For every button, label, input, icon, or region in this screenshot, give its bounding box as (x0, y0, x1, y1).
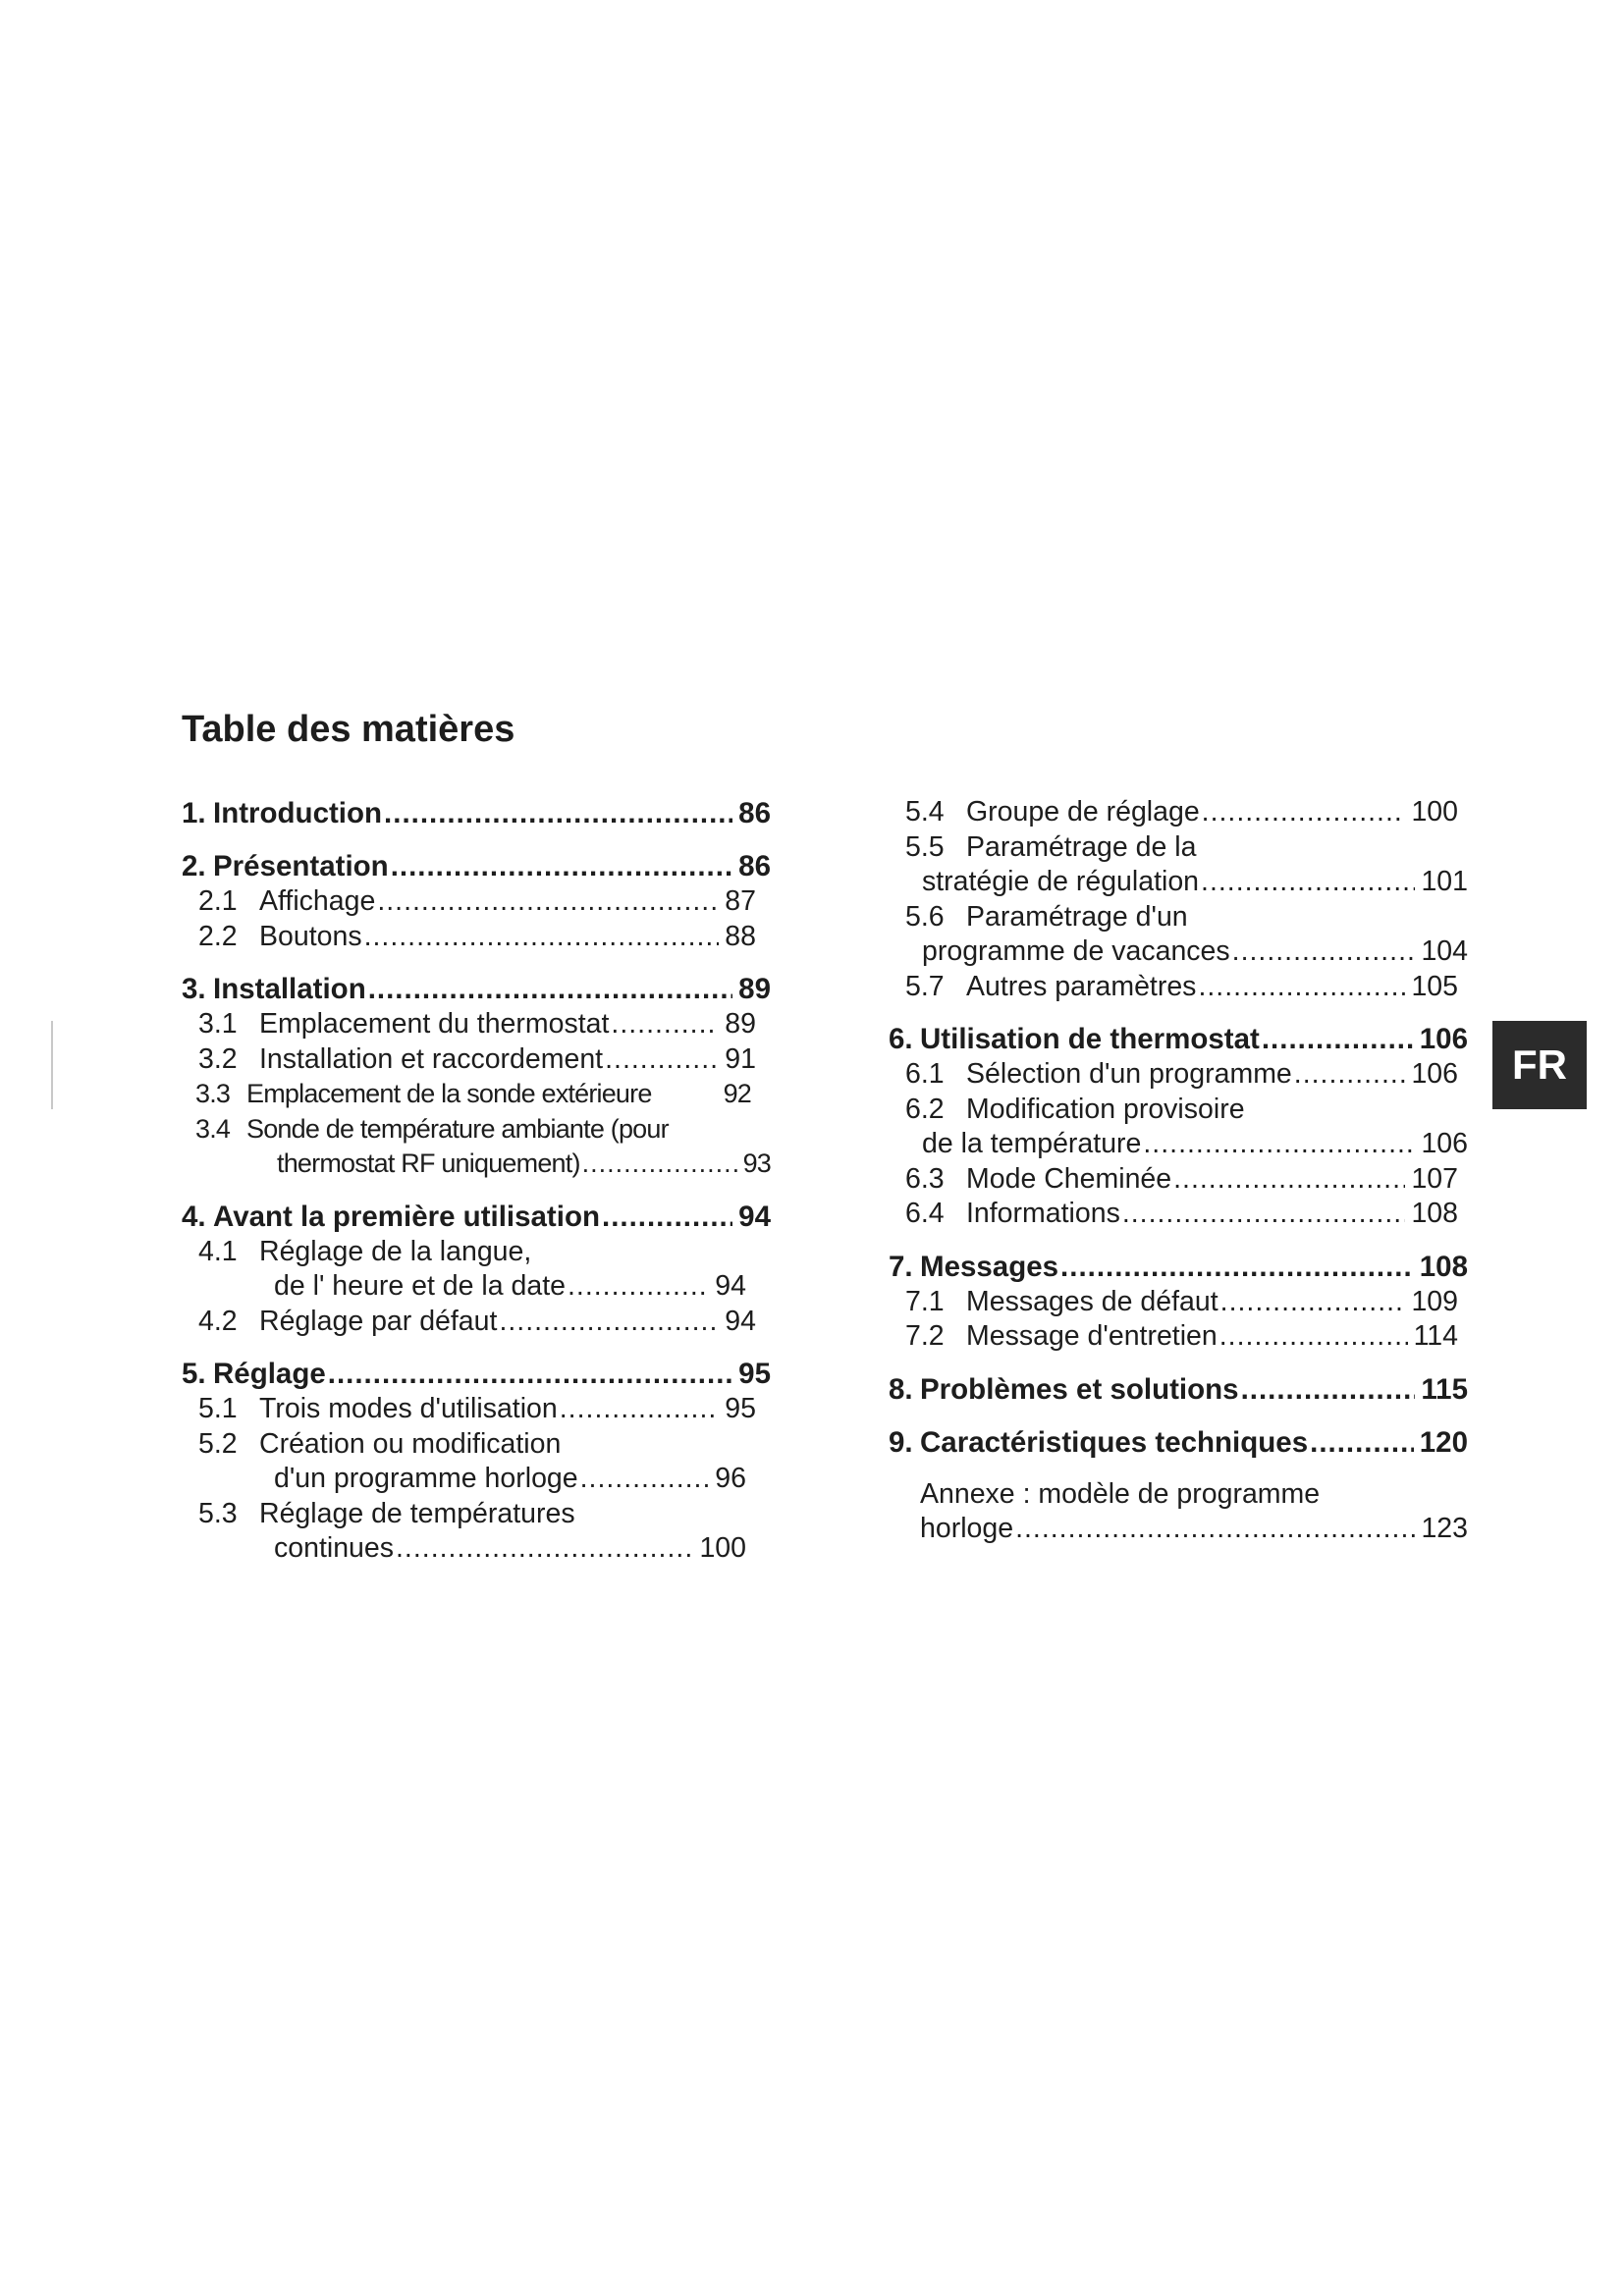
toc-entry-title: Mode Cheminée (966, 1162, 1172, 1195)
toc-entry-number: 5.1 (198, 1393, 238, 1424)
toc-section (182, 848, 790, 954)
toc-entry-9-caracteristiques-techniq[interactable] (889, 1424, 1468, 1461)
toc-page-number: 101 (1421, 866, 1468, 897)
toc-entry-cont-strategie-de-regulation[interactable] (889, 865, 1468, 900)
toc-section (889, 1477, 1478, 1547)
toc-entry-number: 3. (182, 973, 206, 1005)
toc-entry-title: Réglage (213, 1358, 326, 1390)
page-title: Table des matières (182, 709, 515, 750)
toc-page-number: 106 (1421, 1128, 1468, 1159)
toc-entry-number: 9. (889, 1425, 913, 1459)
toc-leader-dots (368, 971, 732, 1007)
toc-entry-number: 4.1 (198, 1235, 238, 1267)
toc-entry-4-2-reglage-par-defaut[interactable] (182, 1305, 756, 1340)
toc-entry-3-1-emplacement-du-thermosta[interactable] (182, 1007, 756, 1042)
toc-entry-5-reglage[interactable] (182, 1356, 771, 1392)
toc-entry-number: 7.1 (905, 1285, 945, 1317)
toc-entry-6-3-mode-cheminee[interactable] (889, 1162, 1458, 1198)
toc-leader-dots (1232, 934, 1416, 970)
toc-entry-number: 5.6 (905, 900, 945, 933)
toc-entry-6-4-informations[interactable] (889, 1197, 1458, 1232)
toc-entry-title: Annexe : modèle de programme (920, 1477, 1321, 1510)
toc-leader-dots (1122, 1197, 1406, 1232)
toc-entry-title: Utilisation de thermostat (920, 1023, 1260, 1055)
toc-page-number: 108 (1419, 1250, 1468, 1283)
toc-leader-dots (328, 1356, 732, 1392)
toc-entry-number: 4.2 (198, 1305, 238, 1337)
toc-page-number: 89 (725, 1008, 756, 1040)
toc-section (889, 1424, 1478, 1461)
toc-entry-7-messages[interactable] (889, 1249, 1468, 1285)
toc-entry-number: 3.1 (198, 1008, 238, 1040)
toc-entry-title: Paramétrage de la (966, 830, 1197, 863)
toc-page-number: 96 (715, 1463, 746, 1494)
toc-leader-dots (611, 1007, 719, 1042)
toc-entry-title: thermostat RF uniquement) (277, 1148, 580, 1178)
language-tab-label: FR (1512, 1041, 1567, 1088)
toc-leader-dots (377, 884, 719, 920)
toc-entry-title: Messages de défaut (966, 1285, 1218, 1317)
toc-page-number: 91 (725, 1042, 756, 1075)
toc-entry-title: de la température (922, 1128, 1142, 1159)
toc-page-number: 114 (1413, 1320, 1458, 1352)
toc-page-number: 95 (738, 1358, 771, 1390)
toc-entry-4-1-reglage-de-la-langue[interactable] (182, 1235, 756, 1270)
toc-entry-8-problemes-et-solutions[interactable] (889, 1371, 1468, 1408)
toc-leader-dots (1201, 865, 1415, 900)
toc-page-number: 88 (725, 920, 756, 952)
toc-leader-dots (602, 1199, 732, 1235)
toc-entry-number: 5.4 (905, 796, 945, 828)
toc-page-number: 120 (1419, 1425, 1468, 1459)
toc-entry-1-introduction[interactable] (182, 795, 771, 831)
toc-entry-5-5-parametrage-de-la[interactable] (889, 830, 1458, 866)
toc-entry-number: 6.4 (905, 1198, 945, 1229)
toc-page-number: 104 (1421, 935, 1468, 967)
toc-entry-title: Paramétrage d'un (966, 900, 1188, 933)
toc-entry-number: 7.2 (905, 1320, 945, 1352)
toc-entry-title: Message d'entretien (966, 1320, 1218, 1352)
toc-entry-number: 2.1 (198, 885, 238, 917)
toc-leader-dots (1198, 970, 1405, 1005)
toc-entry-title: Installation et raccordement (259, 1042, 604, 1075)
toc-leader-dots (1294, 1057, 1406, 1093)
toc-page-number: 108 (1411, 1198, 1458, 1229)
toc-entry-cont-annexe-modele-de-program[interactable] (889, 1477, 1468, 1513)
toc-entry-3-3-emplacement-de-la-sonde-[interactable] (182, 1077, 751, 1112)
toc-entry-title: stratégie de régulation (922, 866, 1200, 897)
toc-entry-title: Réglage de températures (259, 1497, 575, 1529)
toc-section (889, 1249, 1478, 1355)
toc-leader-dots (1241, 1371, 1416, 1408)
toc-page-number: 106 (1419, 1023, 1468, 1055)
toc-entry-title: continues (274, 1532, 395, 1564)
toc-entry-number: 6.3 (905, 1162, 945, 1195)
toc-entry-title: programme de vacances (922, 935, 1230, 967)
toc-section (889, 1371, 1478, 1408)
toc-entry-5-6-parametrage-d-un[interactable] (889, 900, 1458, 935)
toc-entry-title: Groupe de réglage (966, 796, 1200, 828)
toc-entry-title: Problèmes et solutions (920, 1372, 1239, 1406)
toc-entry-number: 3.3 (195, 1079, 231, 1108)
toc-entry-number: 6. (889, 1023, 913, 1055)
toc-entry-5-4-groupe-de-reglage[interactable] (889, 795, 1458, 830)
toc-entry-2-2-boutons[interactable] (182, 920, 756, 955)
toc-leader-dots (1202, 795, 1406, 830)
toc-entry-7-2-message-d-entretien[interactable] (889, 1319, 1458, 1355)
toc-page-number: 94 (715, 1270, 746, 1302)
toc-entry-3-4-sonde-de-temperature-amb[interactable] (182, 1112, 751, 1148)
toc-entry-title: Autres paramètres (966, 970, 1197, 1002)
toc-entry-number: 5. (182, 1358, 206, 1390)
toc-leader-dots (560, 1392, 720, 1427)
toc-entry-title: Caractéristiques techniques (920, 1425, 1309, 1459)
toc-left-column (182, 795, 790, 1583)
toc-page-number: 86 (738, 797, 771, 829)
toc-leader-dots (1220, 1285, 1406, 1320)
toc-page-number: 123 (1421, 1513, 1468, 1544)
toc-entry-3-2-installation-et-raccorde[interactable] (182, 1042, 756, 1078)
toc-page-number: 89 (738, 973, 771, 1005)
toc-entry-number: 6.1 (905, 1058, 945, 1090)
toc-entry-number: 2. (182, 850, 206, 882)
toc-entry-number: 2.2 (198, 920, 238, 952)
toc-entry-number: 7. (889, 1250, 913, 1283)
toc-leader-dots (1060, 1249, 1414, 1285)
toc-page-number: 95 (725, 1393, 756, 1424)
toc-section (889, 795, 1478, 1004)
toc-leader-dots (1310, 1424, 1414, 1461)
toc-entry-5-2-creation-ou-modification[interactable] (182, 1427, 756, 1463)
toc-leader-dots (1262, 1021, 1414, 1057)
toc-entry-cont-continues[interactable] (182, 1531, 746, 1567)
toc-entry-cont-horloge[interactable] (889, 1512, 1468, 1547)
toc-entry-title: Boutons (259, 920, 362, 952)
toc-leader-dots (1143, 1127, 1415, 1162)
toc-entry-title: Sélection d'un programme (966, 1058, 1292, 1090)
toc-entry-number: 1. (182, 797, 206, 829)
toc-section (182, 971, 790, 1182)
toc-entry-cont-programme-de-vacances[interactable] (889, 934, 1468, 970)
toc-entry-title: Modification provisoire (966, 1093, 1245, 1125)
toc-right-column (889, 795, 1478, 1564)
toc-entry-title: de l' heure et de la date (274, 1270, 566, 1302)
toc-page-number: 100 (699, 1532, 746, 1564)
toc-entry-title: Informations (966, 1198, 1120, 1229)
toc-leader-dots (1015, 1512, 1415, 1547)
toc-entry-5-3-reglage-de-temperatures[interactable] (182, 1497, 756, 1532)
toc-leader-dots (605, 1042, 719, 1078)
toc-entry-title: Avant la première utilisation (213, 1200, 600, 1233)
toc-entry-cont-de-l-heure-et-de-la-date[interactable] (182, 1269, 746, 1305)
toc-entry-6-2-modification-provisoire[interactable] (889, 1093, 1458, 1128)
toc-page-number: 115 (1421, 1372, 1468, 1406)
toc-page-number: 92 (723, 1079, 751, 1108)
toc-page-number: 106 (1411, 1058, 1458, 1090)
toc-page-number: 94 (725, 1305, 756, 1337)
toc-entry-2-presentation[interactable] (182, 848, 771, 884)
toc-entry-cont-d-un-programme-horloge[interactable] (182, 1462, 746, 1497)
toc-page-number: 100 (1411, 796, 1458, 828)
toc-page-number: 86 (738, 850, 771, 882)
toc-section (182, 1356, 790, 1567)
toc-entry-number: 5.3 (198, 1497, 238, 1529)
toc-leader-dots (568, 1269, 709, 1305)
toc-entry-number: 5.2 (198, 1427, 238, 1460)
toc-entry-title: Introduction (213, 797, 383, 829)
toc-section (182, 795, 790, 831)
toc-entry-title: Messages (920, 1250, 1059, 1283)
toc-entry-3-installation[interactable] (182, 971, 771, 1007)
toc-entry-title: Sonde de température ambiante (pour (246, 1113, 669, 1144)
toc-page-number: 107 (1411, 1162, 1458, 1195)
toc-leader-dots (384, 795, 732, 831)
margin-rule (51, 1021, 53, 1109)
toc-entry-title: Réglage par défaut (259, 1305, 498, 1337)
toc-leader-dots (582, 1147, 737, 1182)
toc-entry-cont-de-la-temperature[interactable] (889, 1127, 1468, 1162)
toc-entry-number: 4. (182, 1200, 206, 1233)
toc-entry-6-1-selection-d-un-programme[interactable] (889, 1057, 1458, 1093)
toc-page-number: 93 (742, 1148, 771, 1178)
toc-entry-title: d'un programme horloge (274, 1463, 578, 1494)
toc-leader-dots (1219, 1319, 1408, 1355)
toc-entry-title: Création ou modification (259, 1427, 562, 1460)
toc-entry-title: Installation (213, 973, 366, 1005)
toc-page-number: 105 (1411, 970, 1458, 1002)
toc-entry-number: 3.2 (198, 1042, 238, 1075)
toc-leader-dots (364, 920, 720, 955)
toc-leader-dots (1173, 1162, 1405, 1198)
toc-page-number: 87 (725, 885, 756, 917)
toc-entry-2-1-affichage[interactable] (182, 884, 756, 920)
toc-entry-number: 3.4 (195, 1113, 231, 1144)
toc-entry-5-7-autres-parametres[interactable] (889, 970, 1458, 1005)
toc-entry-number: 8. (889, 1372, 913, 1406)
toc-entry-title: Réglage de la langue, (259, 1235, 532, 1267)
toc-entry-6-utilisation-de-thermosta[interactable] (889, 1021, 1468, 1057)
toc-entry-number: 5.7 (905, 970, 945, 1002)
toc-entry-number: 6.2 (905, 1093, 945, 1125)
toc-leader-dots (391, 848, 732, 884)
toc-leader-dots (580, 1462, 710, 1497)
toc-page-number: 94 (738, 1200, 771, 1233)
toc-page-number: 109 (1411, 1285, 1458, 1317)
toc-entry-title: Emplacement de la sonde extérieure (246, 1079, 652, 1108)
toc-section (182, 1199, 790, 1340)
toc-entry-title: Présentation (213, 850, 389, 882)
toc-entry-4-avant-la-premiere-utilis[interactable] (182, 1199, 771, 1235)
toc-entry-title: Trois modes d'utilisation (259, 1393, 558, 1424)
toc-leader-dots (499, 1305, 719, 1340)
toc-entry-title: Emplacement du thermostat (259, 1008, 610, 1040)
toc-leader-dots (396, 1531, 693, 1567)
language-tab (1492, 1021, 1587, 1109)
toc-entry-title: Affichage (259, 885, 376, 917)
toc-entry-7-1-messages-de-defaut[interactable] (889, 1285, 1458, 1320)
toc-section (889, 1021, 1478, 1232)
toc-entry-title: horloge (920, 1513, 1014, 1544)
toc-entry-cont-thermostat-rf-uniquement[interactable] (182, 1147, 771, 1182)
toc-entry-number: 5.5 (905, 830, 945, 863)
toc-entry-5-1-trois-modes-d-utilisatio[interactable] (182, 1392, 756, 1427)
